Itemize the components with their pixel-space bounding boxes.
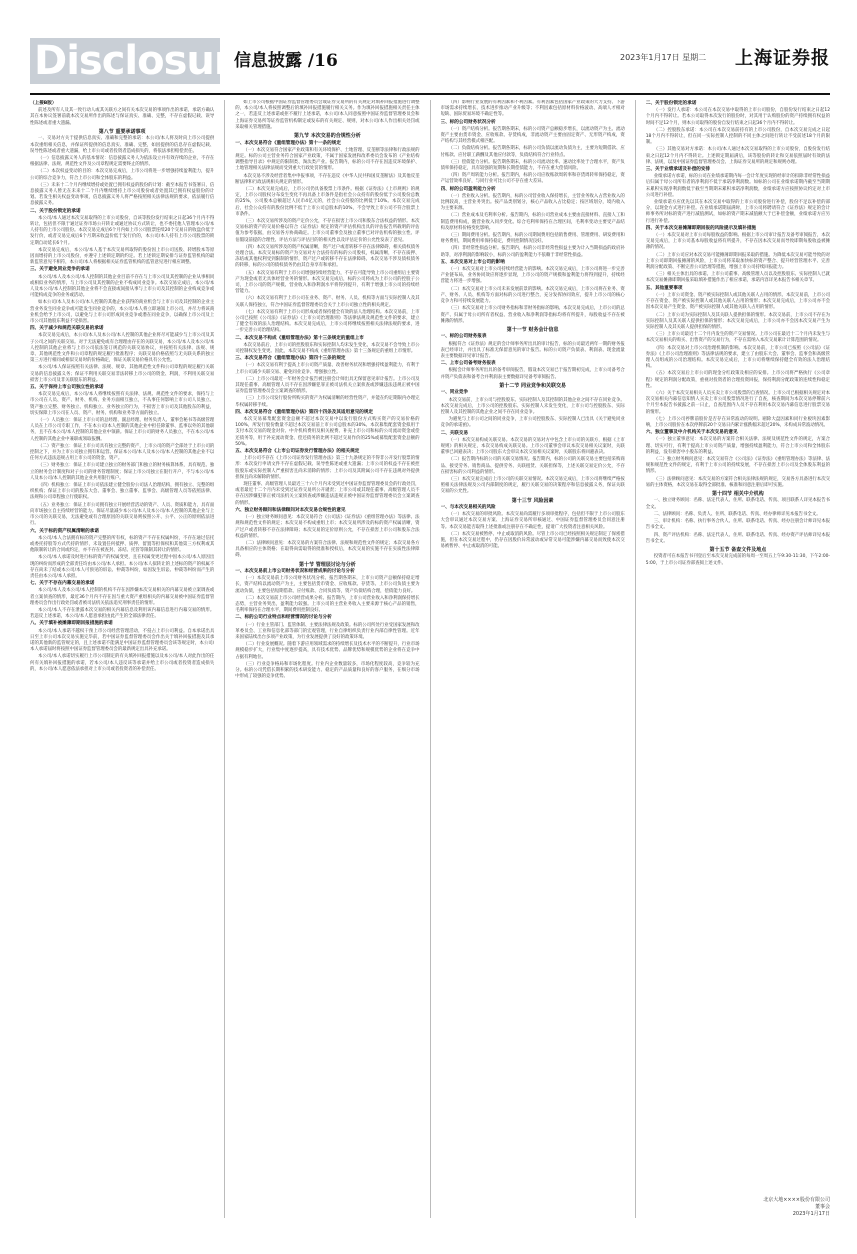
paragraph: （三）期间费用分析。报告期内，标的公司期间费用包括销售费用、管理费用、研发费用和财务费用，期间费用率保持稳定，费用控制情况良好。 <box>440 233 625 245</box>
section-heading: 六、关于标的资产权属清晰的承诺 <box>30 528 99 534</box>
section-heading: 四、本次交易符合《重组管理办法》第四十四条及其适用意见的规定 <box>235 409 374 415</box>
paragraph: （四）非经常性损益分析。报告期内，标的公司非经常性损益主要为计入当期损益的政府补助等，对净利润的影响较小，标的公司的盈利能力不依赖于非经常性损益。 <box>440 246 625 258</box>
section-heading: 第十节 管理层讨论与分析 <box>299 561 356 568</box>
section-heading: 第九节 本次交易的合规性分析 <box>294 133 361 140</box>
section-heading: 二、关于股份锁定的承诺 <box>645 101 697 106</box>
paragraph: （二）本次交易对上市公司未来发展前景的影响。本次交易完成后，上市公司将在业务、资产、财务、人员、机构等方面对标的公司进行整合，充分发挥协同效应，提升上市公司的核心竞争力和可持续发展能力。 <box>440 286 625 305</box>
section-heading: 四、关于本次交易摊薄即期回报的风险提示及填补措施 <box>645 225 757 231</box>
paragraph: （二）报告期内标的公司的关联交易情况。报告期内，标的公司的关联交易主要包括采购商品、接受劳务、销售商品、提供劳务、关联租赁、关联担保等，上述关联交易定价公允，不存在损害标的公司利益的情形。 <box>440 457 625 475</box>
paragraph: 业绩承诺方应优先以其在本次交易中取得的上市公司股份进行补偿，股份不足以补偿的部分，以现金方式进行补偿。在业绩承诺期届满时，上市公司将聘请符合《证券法》规定的会计师事务所对标的资产进行减值测试，如标的资产期末减值额大于已补偿金额，业绩承诺方应另行进行补偿。 <box>645 200 830 224</box>
paragraph: （二）行业发展概况。随着下游应用领域需求的持续增长及技术水平的不断提升，行业市场规模稳步扩大，行业集中度逐步提高，具有技术优势、品牌优势和规模优势的企业将在竞争中占据有利地位。 <box>235 642 420 660</box>
paragraph: 本次交易不涉及经营者集中申报事项，不存在违反《中华人民共和国反垄断法》及其他反垄断法律和行政法规相关规定的情形。 <box>235 173 420 185</box>
section-heading: （上接B版） <box>30 101 57 106</box>
paragraph: （一）上市公司资金、资产被实际控制人或其他关联人占用的情形。本次交易前，上市公司不存在资金、资产被实际控制人或其他关联人占用的情形；本次交易完成后，上市公司亦不会因本次交易产生资金、资产被实际控制人或其他关联人占用的情形。 <box>645 292 830 311</box>
paragraph: 三、审计机构：名称、执行事务合伙人、住所、联系电话、传真、经办注册会计师详见本报告书全文。 <box>645 519 830 531</box>
section-heading: 五、本次交易符合《上市公司证券发行管理办法》的相关规定 <box>235 449 360 455</box>
paragraph: 上市公司不存在《上市公司证券发行管理办法》第三十九条规定的不得非公开发行股票的情形：本次发行申请文件不存在虚假记载、误导性陈述或重大遗漏；上市公司的权益不存在被控股股东或实际控制人严重损害且尚未消除的情形；上市公司及其附属公司不存在违规对外提供担保且尚未解除的情形。 <box>235 456 420 480</box>
paragraph: （三）其他交易对方承诺：本公司/本人通过本次交易取得的上市公司股份，自股份发行结束之日起12个月内不得转让。上述锁定期届满后，该等股份的转让和交易依照届时有效的法律、法规，以及中国证券监督管理委员会、上海证券交易所的规定和规则办理。 <box>645 147 830 165</box>
paragraph: 根据会计师事务所出具的备考审阅报告，假设本次交易已于报告期初完成，上市公司备考合并资产负债表和备考合并利润表主要数据详见备考审阅报告。 <box>440 368 625 380</box>
paragraph: （七）上市公司停牌前股价是否存在异常波动的说明。剔除大盘因素和同行业板块因素影响，上市公司股价在本次停牌前20个交易日内累计涨跌幅未超过20%，未构成异常波动情况。 <box>645 416 830 428</box>
paragraph: （一）人员独立：保证上市公司的总经理、副总经理、财务负责人、董事会秘书等高级管理人员在上市公司专职工作，不在本公司/本人控制的其他企业中担任除董事、监事以外的其他职务，且不在本公司/本人控制的其他企业中领薪。保证上市公司的财务人员独立，不在本公司/本人控制的其他企业中兼职或领取报酬。 <box>30 418 215 442</box>
paragraph: （二）上市公司为实际控制人及其关联人提供担保的情形。本次交易前，上市公司不存在为实际控制人及其关联人提供担保的情形；本次交易完成后，上市公司亦不会因本次交易产生为实际控制人及其关联人提供担保的情形。 <box>645 312 830 330</box>
paragraph: 本次交易完成后，本公司/本人将继续按照有关法律、法规、规范性文件的要求，保持与上市公司在人员、资产、财务、机构、业务方面相互独立，不从事任何影响上市公司人员独立、资产独立完整、财务独立、机构独立、业务独立的行为，不损害上市公司及其他股东的利益，切实保障上市公司在人员、资产、财务、机构和业务等方面的独立。 <box>30 392 215 416</box>
paragraph: （三）本次交易所涉及的资产定价公允，不存在损害上市公司和股东合法权益的情形。本次交易标的资产的交易价格以符合《证券法》规定的资产评估机构出具的评估报告所载明的评估值为参考依据，由交易各方协商确定。上市公司董事会及独立董事已对评估机构的独立性、评估假设前提的合理性、评估方法与评估目的的相关性以及评估定价的公允性发表了意见。 <box>235 218 420 243</box>
paragraph: （二）独立财务顾问意见：本次交易符合《公司法》《证券法》《重组管理办法》等法律、法规和规范性文件的规定，有利于上市公司的持续发展，不存在损害上市公司及全体股东利益的情形。 <box>645 456 830 475</box>
paragraph: （二）法律顾问意见：本次交易的方案符合法律、法规和规范性文件的规定；本次交易各方具备相应的主体资格；在取得尚需取得的批准和授权后，本次交易的实施不存在实质性法律障碍。 <box>235 540 420 559</box>
paragraph: （一）本次交易符合国家产业政策和有关环境保护、土地管理、反垄断等法律和行政法规的规定。标的公司主营业务符合国家产业政策，不属于国家发展和改革委员会发布的《产业结构调整指导目录》中规定的限制类、淘汰类产业。报告期内，标的公司不存在因违反环境保护、土地管理相关法律法规而受到重大行政处罚的情形。 <box>235 147 420 172</box>
paragraph: （一）本次交易对上市公司持续经营能力的影响。本次交易完成后，上市公司将进一步完善产业链布局，业务协同效应将逐步显现，上市公司的资产规模和盈利能力将得到提升，持续经营能力将进一步增强。 <box>440 267 625 285</box>
section-brand-logo: Disclosure <box>30 38 220 84</box>
paragraph: 一、交易对方关于提供信息真实、准确和完整的承诺：本公司/本人将及时向上市公司提供本次重组相关信息，并保证所提供的信息真实、准确、完整，如因提供的信息存在虚假记载、误导性陈述或者重大遗漏，给上市公司或者投资者造成损失的，将依法承担赔偿责任。 <box>30 136 215 154</box>
newspaper-name: 上海证券报 <box>735 48 830 69</box>
section-heading: 八、关于填补被摊薄即期回报措施的承诺 <box>30 621 113 627</box>
paragraph: （五）本次交易后上市公司的现金分红政策及相应的安排。上市公司将严格执行《公司章程》规定的利润分配政策，重视对投资者的合理投资回报，保持利润分配政策的连续性和稳定性。 <box>645 371 830 389</box>
paragraph: （三）偿债能力分析。报告期各期末，标的公司流动比率、速动比率处于合理水平，资产负债率保持稳定，具有较强的短期和长期偿债能力，不存在重大偿债风险。 <box>440 159 625 172</box>
paragraph: （一）独立董事意见：本次交易的方案符合相关法律、法规及规范性文件的规定，方案合理、切实可行，有利于提高上市公司资产质量，增强持续盈利能力，符合上市公司和全体股东的利益，没有损害中小股东的利益。 <box>645 437 830 455</box>
paragraph: （三）行业竞争格局和市场化程度。行业内企业数量较多，市场化程度较高，竞争较为充分。标的公司凭借长期积累的技术研发能力、稳定的产品质量和良好的客户服务，在细分市场中形成了较强的竞争优势。 <box>235 661 420 680</box>
section-heading: 三、关于业绩承诺及补偿的安排 <box>645 167 711 173</box>
paragraph: （六）关于本次交易相关人员买卖上市公司股票的自查情况。上市公司已根据相关规定对本次交易相关内幕信息知情人买卖上市公司股票情况进行了自查，核查期间为本次交易停牌前六个月至本报告书披露之前一日止，自查范围内人员不存在利用本次交易内幕信息进行股票交易的情形。 <box>645 390 830 415</box>
paragraph: 本公司/本人承诺及时进行标的资产的权属变更，且在权属变更过程中因本公司/本人原因出现的纠纷而形成的全部责任均由本公司/本人承担。本公司/本人拟转让的上述标的资产的权属不存在尚未了结或本公司/本人可预见的诉讼、仲裁等纠纷，如因发生诉讼、仲裁等纠纷而产生的责任由本公司/本人承担。 <box>30 555 215 579</box>
paragraph: （二）资产独立：保证上市公司具有独立完整的资产，上市公司的资产全部处于上市公司的控制之下，并为上市公司独立拥有和运营。保证本公司/本人及本公司/本人控制的其他企业不以任何方式违法违规占用上市公司的资金、资产。 <box>30 443 215 462</box>
paragraph: 现任董事、高级管理人员最近三十六个月内未受到过中国证券监督管理委员会的行政处罚，或者最近十二个月内未受到过证券交易所公开谴责；上市公司或其现任董事、高级管理人员不存在因涉嫌犯罪正被司法机关立案侦查或涉嫌违法违规正被中国证券监督管理委员会立案调查的情形。 <box>235 482 420 506</box>
section-heading: 六、独立财务顾问和法律顾问对本次交易合规性的意见 <box>235 507 346 513</box>
paragraph: （二）营业成本及毛利率分析。报告期内，标的公司营业成本主要由直接材料、直接人工和制造费用构成，随营业收入同步变化。综合毛利率保持在合理区间，毛利率变动主要受产品结构及原材料价格变化影响。 <box>440 213 625 231</box>
section-heading: 一、标的公司财务报表 <box>440 334 487 340</box>
section-heading: 四、关于减少和规范关联交易的承诺 <box>30 326 104 332</box>
paragraph: 本公司/本人合法拥有标的资产完整的所有权，标的资产不存在权属纠纷，不存在通过信托或委托持股等方式代持的情形，未设置任何抵押、质押、留置等担保权和其他第三方权利或其他限制转让的合同或约定，亦不存在被查封、冻结、托管等限制其转让的情形。 <box>30 535 215 554</box>
paragraph: （一）本次交易的审批风险。本次交易尚需履行多项审批程序，包括但不限于上市公司股东大会审议通过本次交易方案、上海证券交易所审核通过、中国证券监督管理委员会同意注册等。本次交易能否取得上述批准或注册存在不确定性，提请广大投资者注意相关风险。 <box>440 512 625 530</box>
section-heading: 三、标的公司财务状况分析 <box>440 119 496 125</box>
section-heading: 三、关于避免同业竞争的承诺 <box>30 267 90 273</box>
section-heading: 六、独立董事及中介机构关于本次交易的意见 <box>645 430 738 436</box>
paragraph: 本次交易前后，上市公司的控股股东和实际控制人均未发生变化，本次交易不会导致上市公司控制权发生变更。因此，本次交易不构成《重组管理办法》第十三条规定的重组上市情形。 <box>235 342 420 355</box>
section-heading: 第八节 重要承诺事项 <box>98 128 146 135</box>
section-heading: 第十四节 相关中介机构 <box>712 490 764 497</box>
paragraph: （一）独立财务顾问意见：本次交易符合《公司法》《证券法》《重组管理办法》等法律、法规和规范性文件的规定；本次交易不构成重组上市；本次交易所涉及的标的资产权属清晰，资产过户或者转移不存在法律障碍；本次交易的定价原则公允，不存在损害上市公司和股东合法权益的情形。 <box>235 515 420 539</box>
paragraph: （四）机构独立：保证上市公司依法建立健全股份公司法人治理结构，拥有独立、完整的组织机构；保证上市公司的股东大会、董事会、独立董事、监事会、高级管理人员等依照法律、法规和公司章程独立行使职权。 <box>30 483 215 501</box>
column-divider <box>224 100 225 1218</box>
section-heading: 一、与本次交易相关的风险 <box>440 505 496 511</box>
section-heading: 五、其他重要事项 <box>645 285 683 291</box>
paragraph: 本公司/本人通过本次交易取得的上市公司股份，自该等股份发行结束之日起36个月内不得转让，包括但不限于通过证券市场公开转让或通过协议方式转让，也不委托他人管理本公司/本人持有的上市公司股份。本次交易完成后6个月内如上市公司股票连续20个交易日的收盘价低于发行价，或者交易完成后6个月期末收盘价低于发行价的，本公司/本人持有上市公司股票的锁定期自动延长6个月。 <box>30 215 215 246</box>
section-heading: 四、标的公司盈利能力分析 <box>440 186 496 192</box>
section-heading: 二、上市公司备考财务报表 <box>440 361 496 367</box>
paragraph: （一）行业主管部门、监管体制、主要法律法规及政策。标的公司所处行业受国家发展和改革委员会、工业和信息化部等部门的宏观管理，行业自律组织负责行业内部自律性管理。近年来国家陆续出台多项产业政策，为行业发展提供了良好的政策环境。 <box>235 622 420 641</box>
masthead <box>30 38 830 88</box>
section-heading: 五、本次交易对上市公司的影响 <box>440 259 505 265</box>
column-1 <box>30 100 214 1218</box>
section-heading: 五、关于保持上市公司独立性的承诺 <box>30 385 104 391</box>
paragraph: 如上市公司根据中国证券监督管理委员会或证券交易所的有关规定对填补回报措施进行调整的，本公司/本人将按照调整后的填补回报措施履行相关义务。作为填补回报措施相关责任主体之一，若违反上述承诺或拒不履行上述承诺，本公司/本人同意按照中国证券监督管理委员会和上海证券交易所等证券监管机构制定或发布的有关规定、规则，对本公司/本人作出相关处罚或采取相关管理措施。 <box>235 100 420 130</box>
paragraph: （七）本次交易有利于上市公司形成或者保持健全有效的法人治理结构。本次交易前，上市公司已按照《公司法》《证券法》《上市公司治理准则》等法律法规及规范性文件的要求，建立了健全有效的法人治理结构。本次交易完成后，上市公司将继续按照相关法律法规的要求，进一步完善公司治理结构。 <box>235 309 420 334</box>
issue-date: 2023年1月17日 星期二 <box>620 53 707 62</box>
section-heading: 二、关联交易 <box>440 430 469 436</box>
section-heading: 一、同业竞争 <box>440 390 469 396</box>
paragraph: （二）负债结构分析。报告期各期末，标的公司负债以流动负债为主，主要为短期借款、应付账款、应付职工薪酬及其他应付款等，负债结构符合行业特点。 <box>440 146 625 158</box>
paragraph: 本次交易完成后，本公司/本人及本公司/本人控制的其他企业将尽可能减少与上市公司及其子公司之间的关联交易。对于无法避免或有合理理由存在的关联交易，本公司/本人及本公司/本人控制的其他企业将与上市公司依法签订规范的关联交易协议，并按照有关法律、法规、规章、其他规范性文件和公司章程的规定履行批准程序；关联交易价格依照与无关联关系的独立第三方进行相同或相似交易时的价格确定，保证关联交易价格具有公允性。 <box>30 333 215 364</box>
section-heading: 第十二节 同业竞争和关联交易 <box>499 382 566 389</box>
paragraph: （三）上市公司最近十二个月内发生的资产交易情况。上市公司在最近十二个月内未发生与本次交易相关的购买、出售资产的交易行为，不存在需纳入本次交易累计计算范围的情况。 <box>645 332 830 344</box>
paragraph: 本次交易募集配套资金总额不超过本次交易中以发行股份方式购买资产的交易价格的100%，所发行股份数量不超过本次交易前上市公司总股本的30%。本次募集配套资金拟用于支付本次交易的现金对价、中介机构费用及相关税费、补充上市公司和标的公司流动资金或偿还债务等，用于补充流动资金、偿还债务的比例不超过交易作价的25%或募集配套资金总额的50%。 <box>235 417 420 447</box>
article-columns <box>30 100 830 1218</box>
paragraph: （二）控股股东承诺：本公司在本次交易前持有的上市公司股份，自本次交易完成之日起18个月内不得转让，但在同一实际控制人控制的不同主体之间进行转让不受前述18个月的限制。 <box>645 127 830 146</box>
paragraph: 二、法律顾问：名称、负责人、住所、联系电话、传真、经办律师详见本报告书全文。 <box>653 511 821 517</box>
paragraph: （四）本次交易对上市公司治理机制的影响。本次交易前，上市公司已按照《公司法》《证券法》《上市公司治理准则》等法律法规的要求，建立了由股东大会、董事会、监事会和高级管理人员组成的公司治理结构。本次交易完成后，上市公司将继续保持健全有效的法人治理结构。 <box>645 345 830 370</box>
paragraph: （一）营业收入分析。报告期内，标的公司营业收入保持增长，主营业务收入占营业收入的比例较高，主营业务突出。按产品类别划分，核心产品收入占比稳定；按区域划分，境内收入为主要来源。 <box>440 193 625 212</box>
section-heading: 三、本次交易符合《重组管理办法》第四十三条的规定 <box>235 356 346 362</box>
section-title: 信息披露 /16 <box>234 51 338 71</box>
column-divider <box>430 100 431 1218</box>
paragraph: （四）影响行业发展的有利因素和不利因素。有利因素包括国家产业政策的大力支持、下游市场需求持续增长、技术进步推动产业升级等；不利因素包括原材料价格波动、高端人才相对短缺、国际贸易环境不确定性等。 <box>440 100 625 118</box>
section-heading: 一、本次交易符合《重组管理办法》第十一条的规定 <box>235 140 341 146</box>
paragraph: （三）相关主体出具的承诺。上市公司董事、高级管理人员以及控股股东、实际控制人已就本次交易摊薄即期回报采取填补措施作出了相应承诺，承诺内容详见本报告书相关章节。 <box>645 272 830 284</box>
paragraph: 如本公司/本人及本公司/本人控制的其他企业获得的商业机会与上市公司及其控制的企业主营业务发生同业竞争或可能发生同业竞争的，本公司/本人将立即通知上市公司，并尽力将该商业机会给予上市公司，以避免与上市公司形成同业竞争或潜在同业竞争，以确保上市公司及上市公司其他股东利益不受损害。 <box>30 300 215 324</box>
paragraph: （三）未来十二个月内继续增持或处置已拥有权益的股份的计划：截至本报告书签署日，信息披露义务人暂无在未来十二个月内继续增持上市公司股份或者处置其已拥有权益股份的计划。若发生相关权益变动事项，信息披露义务人将严格按照相关法律法规的要求，依法履行信息披露义务。 <box>30 182 215 207</box>
section-heading: 二、本次交易不构成《重组管理办法》第十三条规定的重组上市 <box>235 335 364 341</box>
paragraph: （二）上市公司最近一年财务会计报告被注册会计师出具无保留意见审计报告。上市公司及其现任董事、高级管理人员不存在因涉嫌犯罪正被司法机关立案侦查或涉嫌违法违规正被中国证券监督管理委员会立案调查的情形。 <box>235 376 420 395</box>
paragraph: 四、资产评估机构：名称、法定代表人、住所、联系电话、传真、经办资产评估师详见本报告书全文。 <box>645 532 830 544</box>
signature-line: 2023年1月17日 <box>792 1211 830 1217</box>
paragraph: （三）本次交易完成后上市公司的关联交易情况。本次交易完成后，上市公司将继续严格按照相关法律法规及公司内部制度的规定，履行关联交易的决策程序和信息披露义务，保证关联交易的公允性。 <box>440 476 625 495</box>
paragraph: 投资者可在本报告书刊登后至本次交易完成前的每周一至周五上午9:30-11:30，下午2:00-5:00，于上市公司证券部查阅上述文件。 <box>645 554 830 566</box>
paragraph: 一、独立财务顾问：名称、法定代表人、住所、联系电话、传真、项目联系人详见本报告书全文。 <box>645 498 830 510</box>
signature-line: 北京大地××××股份有限公司 <box>763 1197 830 1203</box>
paragraph: （一）信息披露义务人的基本情况：信息披露义务人为依法设立并有效存续的企业，不存在根据法律、法规、规范性文件及公司章程规定需要终止的情形。 <box>30 155 215 168</box>
paragraph: 本次交易前，上市公司与控股股东、实际控制人及其控制的其他企业之间不存在同业竞争。本次交易完成后，上市公司的控股股东、实际控制人未发生变化，上市公司与控股股东、实际控制人及其控制的其他企业之间不存在同业竞争。 <box>440 397 625 415</box>
paragraph: （三）上市公司发行股份所购买的资产为权属清晰的经营性资产，并能在约定期限内办理完毕权属转移手续。 <box>235 396 420 408</box>
paragraph: （一）本次交易构成关联交易。本次交易的交易对方中包含上市公司的关联方，根据《上市规则》的相关规定，本次交易构成关联交易。上市公司董事会审议本次交易相关议案时，关联董事已回避表决；上市公司股东大会审议本次交易相关议案时，关联股东将回避表决。 <box>440 437 625 456</box>
paragraph: 根据符合《证券法》规定的会计师事务所出具的审计报告，标的公司最近两年一期的财务报表已经审计，并出具了标准无保留意见的审计报告。标的公司资产负债表、利润表、现金流量表主要数据详见审计报告。 <box>440 341 625 360</box>
paragraph: 本公司/本人及本公司/本人控制的机构不存在因涉嫌本次交易相关的内幕交易被立案调查或者立案侦查的情形，最近36个月内不存在因与重大资产重组相关的内幕交易被中国证券监督管理委员会作出行政处罚或者被司法机关依法追究刑事责任的情形。 <box>30 588 215 606</box>
section-heading: 七、关于不存在内幕交易的承诺 <box>30 581 95 587</box>
paragraph: 本公司/本人及本公司/本人控制的其他企业目前不存在与上市公司及其控制的企业从事相同或相似业务的情形，与上市公司及其控制的企业不构成同业竞争。本次交易完成后，本公司/本人及本公司/本人控制的其他企业将不会直接或间接从事与上市公司及其控制的企业构成竞争或可能构成竞争的业务或活动。 <box>30 274 215 299</box>
signature-block <box>763 1197 830 1218</box>
paragraph: 本公司/本人保证按照有关法律、法规、规章、其他规范性文件和公司章程的规定履行关联交易的信息披露义务；保证不利用关联交易非法转移上市公司的资金、利润，不利用关联交易损害上市公司及非关联股东的利益。 <box>30 365 215 383</box>
paragraph: （一）本次交易对上市公司每股收益的影响。根据上市公司审计报告及备考审阅报告，本次交易完成后，上市公司基本每股收益将有所提升，不存在因本次交易而导致即期每股收益被摊薄的情况。 <box>645 233 830 251</box>
paragraph: （一）本次交易前上市公司财务状况分析。报告期各期末，上市公司资产总额保持稳定增长，资产结构以流动资产为主，主要包括货币资金、应收账款、存货等。上市公司负债主要为流动负债，主要包括短期借款、应付账款、合同负债等，资产负债结构合理，偿债能力良好。 <box>235 576 420 594</box>
column-4 <box>646 100 830 1218</box>
paragraph: 为避免与上市公司之间的同业竞争，上市公司控股股东、实际控制人已出具《关于避免同业竞争的承诺函》。 <box>440 417 625 429</box>
paragraph: （二）本次交易完成后，上市公司仍具备股票上市条件。根据《证券法》《上市规则》的规定，上市公司股权分布发生变化不再具备上市条件是指社会公众持有的股份低于公司股份总数的25%，公司股本总额超过人民币4亿元的，社会公众持股的比例低于10%。本次交易完成后，社会公众持有的股份比例不低于上市公司总股本的10%，不会导致上市公司不符合股票上市条件。 <box>235 186 420 217</box>
paragraph: 业绩承诺方承诺，标的公司在业绩承诺期内每一会计年度实现的经审计的扣除非经常性损益后归属于母公司所有者的净利润不低于承诺净利润数。如标的公司在业绩承诺期内截至当期期末累积实现净利润数低于截至当期期末累积承诺净利润数，业绩承诺方应按照协议约定对上市公司进行补偿。 <box>645 174 830 198</box>
column-3 <box>441 100 625 1218</box>
paragraph: （五）业务独立：保证上市公司拥有独立开展经营活动的资产、人员、资质和能力，具有面向市场独立自主持续经营的能力。保证尽量减少本公司/本人及本公司/本人控制的其他企业与上市公司的关联交易，无法避免或有合理原因的关联交易则按照公开、公平、公正的原则依法进行。 <box>30 502 215 527</box>
paragraph: 本公司/本人承诺不越权干预上市公司经营管理活动，不侵占上市公司利益。自本承诺出具日至上市公司本次交易实施完毕前，若中国证券监督管理委员会作出关于填补回报措施及其承诺的其他新的监管规定的，且上述承诺不能满足中国证券监督管理委员会该等规定时，本公司/本人承诺届时将按照中国证券监督管理委员会的最新规定出具补充承诺。 <box>30 628 215 653</box>
paragraph: （三）财务独立：保证上市公司建立独立的财务部门和独立的财务核算体系，具有规范、独立的财务会计制度和对子公司的财务管理制度；保证上市公司独立在银行开户，不与本公司/本人及本公司/本人控制的其他企业共用银行账户。 <box>30 463 215 481</box>
paragraph: 前述及所有人及其一致行动人或其关联方之间有关本次交易的事项作出的承诺，承诺方确认其在本协议签署前就本次交易所作出的陈述与保证真实、准确、完整，不存在虚假记载、误导性陈述或者重大遗漏。 <box>30 108 215 126</box>
paragraph: （四）本次交易所涉及的资产权属清晰，资产过户或者转移不存在法律障碍，相关债权债务处理合法。本次交易标的资产为交易对方合法持有的标的公司股权，权属清晰，不存在质押、冻结或其他权利受到限制的情形，资产过户或转移不存在法律障碍。本次交易不涉及债权债务的转移，标的公司的债权债务仍由其自身享有和承担。 <box>235 244 420 269</box>
signature-line: 董事会 <box>814 1204 830 1210</box>
section-heading: 一、本次交易前上市公司财务状况和经营成果的讨论与分析 <box>235 569 355 575</box>
paragraph: 本公司/本人承诺切实履行上市公司制定的有关填补回报措施以及本公司/本人对此作出的任何有关填补回报措施的承诺，若本公司/本人违反该等承诺并给上市公司或者投资者造成损失的，本公司/本人愿意依法承担对上市公司或者投资者的补偿责任。 <box>30 654 215 672</box>
column-divider <box>635 100 636 1218</box>
paragraph: （二）本次权益变动的目的：本次交易完成后，上市公司将进一步增强持续盈利能力，提升公司的综合竞争力，符合上市公司和全体股东的利益。 <box>30 169 215 181</box>
masthead-rule <box>30 93 830 95</box>
paragraph: （二）本次交易前上市公司经营成果分析。报告期内，上市公司营业收入和净利润保持增长态势，主营业务突出，盈利能力较强。上市公司的主营业务收入主要来源于核心产品的销售，毛利率保持在合理水平，期间费用控制良好。 <box>235 595 420 614</box>
paragraph: （四）资产周转能力分析。报告期内，标的公司应收账款周转率和存货周转率保持稳定，资产运营效率良好，与同行业可比公司不存在重大差异。 <box>440 173 625 185</box>
paragraph: 本公司/本人不存在泄露本次交易的相关内幕信息及利用该内幕信息进行内幕交易的情形。若违反上述承诺，本公司/本人愿意承担由此产生的全部法律责任。 <box>30 607 215 620</box>
paragraph: （一）本次交易有利于提高上市公司资产质量、改善财务状况和增强持续盈利能力，有利于上市公司减少关联交易、避免同业竞争、增强独立性。 <box>235 363 420 375</box>
paragraph: （一）资产结构分析。报告期各期末，标的公司资产总额稳步增长，以流动资产为主。流动资产主要由货币资金、应收账款、存货构成，非流动资产主要由固定资产、无形资产构成，资产结构与其经营模式相匹配。 <box>440 126 625 145</box>
section-heading: 第十五节 备查文件及地点 <box>709 546 767 553</box>
section-heading: 二、关于股份锁定的承诺 <box>30 208 81 214</box>
section-heading: 第十三节 风险因素 <box>511 497 554 504</box>
paragraph: （六）本次交易有利于上市公司在业务、资产、财务、人员、机构等方面与实际控制人及其关联人保持独立，符合中国证券监督管理委员会关于上市公司独立性的相关规定。 <box>235 296 420 308</box>
section-heading: 二、标的公司行业特点和经营情况的讨论与分析 <box>235 615 332 621</box>
paragraph: 本次交易完成后，本公司/本人基于本次交易所取得的股份因上市公司送股、转增股本等原因而增持的上市公司股份，亦遵守上述锁定期的约定。若上述锁定期安排与证券监管机构的最新监管意见不相符，本公司/本人将根据相关证券监管机构的监管意见进行相应调整。 <box>30 247 215 266</box>
paragraph: （二）本次交易被暂停、中止或取消的风险。尽管上市公司已经按照相关规定制定了保密措施，但在本次交易过程中，仍存在因股价异常波动或异常交易可能涉嫌内幕交易而致使本次交易被暂停、中止或取消的可能。 <box>440 531 625 550</box>
paragraph: （三）法律顾问意见：本次交易的方案符合相关法律法规的规定，交易各方具备进行本次交易的主体资格，本次交易在取得全部批准、核准和同意注册后即可实施。 <box>645 476 830 488</box>
paragraph: （一）发行人承诺：本公司在本次交易中取得的上市公司股份，自股份发行结束之日起12个月内不得转让。若本公司取得本次发行的股份时，对其用于认购股份的资产持续拥有权益的时间不足12个月，则本公司取得的股份自发行结束之日起36个月内不得转让。 <box>645 108 830 126</box>
column-2 <box>235 100 419 1218</box>
paragraph: （三）本次交易对上市公司财务指标和非财务指标的影响。本次交易完成后，上市公司的总资产、归属于母公司所有者权益、营业收入和净利润等指标均将有所提升，每股收益不存在被摊薄的情形。 <box>440 306 625 324</box>
paragraph: （二）上市公司应对本次交易可能摊薄即期回报采取的措施。为降低本次交易可能导致的对上市公司即期回报摊薄的风险，上市公司将采取加快标的资产整合、提升经营管理水平、完善利润分配政策、不断完善公司治理等措施，增强上市公司持续回报能力。 <box>645 252 830 271</box>
paragraph: （五）本次交易有利于上市公司增强持续经营能力，不存在可能导致上市公司重组后主要资产为现金或者无具体经营业务的情形。本次交易完成后，标的公司将成为上市公司的控股子公司，上市公司的资产规模、营业收入和净利润水平将得到提升，有利于增强上市公司的持续经营能力。 <box>235 270 420 295</box>
section-heading: 第十一节 财务会计信息 <box>506 326 559 333</box>
